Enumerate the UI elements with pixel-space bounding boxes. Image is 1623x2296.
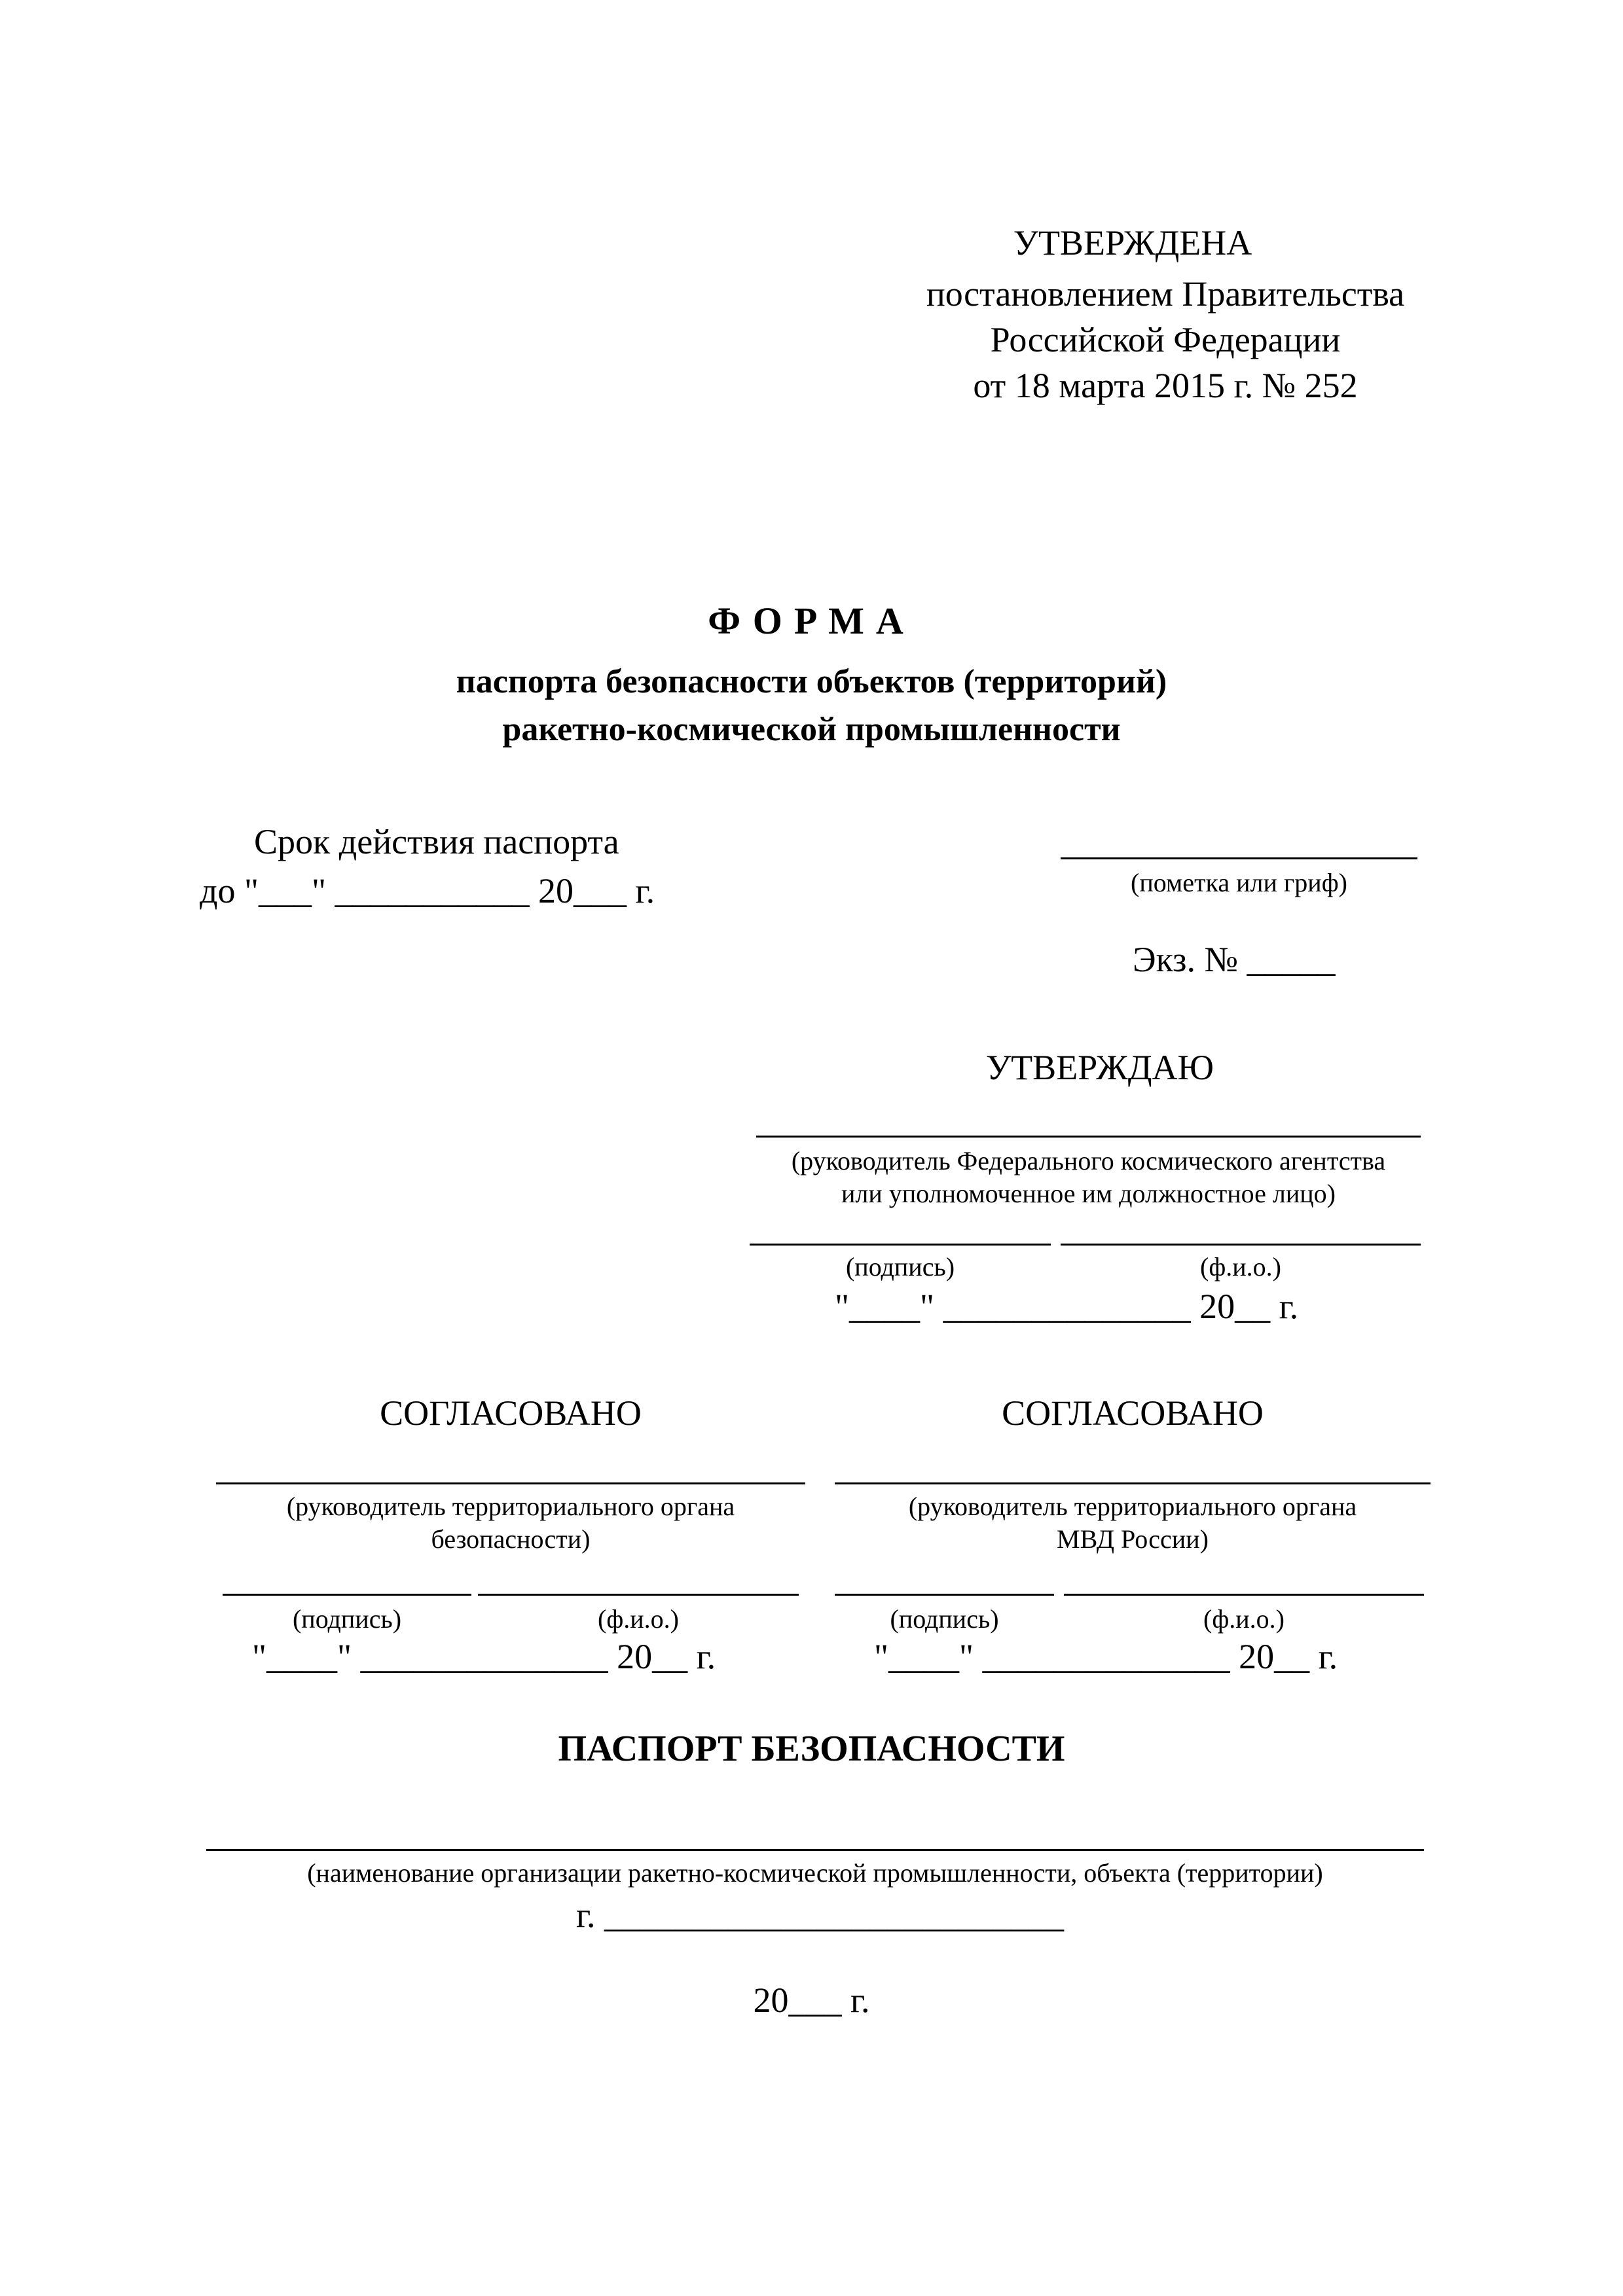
approver-name-line: [1061, 1244, 1421, 1246]
approved-by-decree: постановлением Правительства: [926, 274, 1405, 314]
form-subtitle-line2: ракетно-космической промышленности: [502, 711, 1121, 748]
approver-signature-line: [750, 1244, 1051, 1246]
passport-title: ПАСПОРТ БЕЗОПАСНОСТИ: [558, 1729, 1065, 1769]
agreed-right-signature-caption: (подпись): [890, 1604, 999, 1634]
approver-caption-line1: (руководитель Федерального космического агентства: [791, 1146, 1386, 1175]
agreed-right-name-line: [1064, 1594, 1424, 1596]
approver-signature-caption: (подпись): [845, 1252, 955, 1282]
agreed-left-position-line: [216, 1482, 805, 1484]
agreed-left-signature-line: [223, 1594, 471, 1596]
agreed-left-caption-line2: безопасности): [431, 1524, 591, 1554]
classification-caption: (пометка или гриф): [1131, 868, 1347, 897]
approver-name-caption: (ф.и.о.): [1200, 1252, 1281, 1282]
agreed-right-date: "____" ______________ 20__ г.: [874, 1637, 1338, 1676]
agreed-left-signature-caption: (подпись): [292, 1604, 402, 1634]
passport-year: 20___ г.: [753, 1981, 870, 2020]
agreed-left-name-caption: (ф.и.о.): [598, 1604, 679, 1634]
approve-heading: УТВЕРЖДАЮ: [985, 1048, 1214, 1087]
approver-date: "____" ______________ 20__ г.: [835, 1287, 1299, 1326]
validity-until: до "___" ___________ 20___ г.: [200, 871, 655, 910]
approver-position-line: [756, 1136, 1421, 1138]
agreed-right-heading: СОГЛАСОВАНО: [1002, 1393, 1264, 1433]
passport-city: г. __________________________: [576, 1895, 1065, 1935]
agreed-right-caption-line1: (руководитель территориального органа: [908, 1492, 1357, 1521]
agreed-left-caption-line1: (руководитель территориального органа: [286, 1492, 735, 1521]
organization-name-line: [206, 1849, 1424, 1851]
agreed-right-name-caption: (ф.и.о.): [1203, 1604, 1285, 1634]
classification-line: [1061, 857, 1417, 859]
approved-by-federation: Российской Федерации: [990, 320, 1341, 359]
agreed-right-signature-line: [835, 1594, 1054, 1596]
organization-caption: (наименование организации ракетно-космической промышленности, объекта (территории): [307, 1858, 1323, 1888]
approved-date-number: от 18 марта 2015 г. № 252: [973, 366, 1358, 405]
approver-caption-line2: или уполномоченное им должностное лицо): [841, 1179, 1336, 1208]
validity-label: Срок действия паспорта: [254, 822, 619, 861]
form-subtitle-line1: паспорта безопасности объектов (территорий): [456, 663, 1167, 700]
approved-heading: УТВЕРЖДЕНА: [1013, 223, 1252, 262]
copy-number: Экз. № _____: [1133, 940, 1336, 979]
agreed-left-date: "____" ______________ 20__ г.: [252, 1637, 716, 1676]
form-word: ФОРМА: [708, 600, 915, 642]
agreed-right-caption-line2: МВД России): [1057, 1524, 1209, 1554]
agreed-left-heading: СОГЛАСОВАНО: [380, 1393, 642, 1433]
agreed-right-position-line: [835, 1482, 1431, 1484]
agreed-left-name-line: [478, 1594, 799, 1596]
